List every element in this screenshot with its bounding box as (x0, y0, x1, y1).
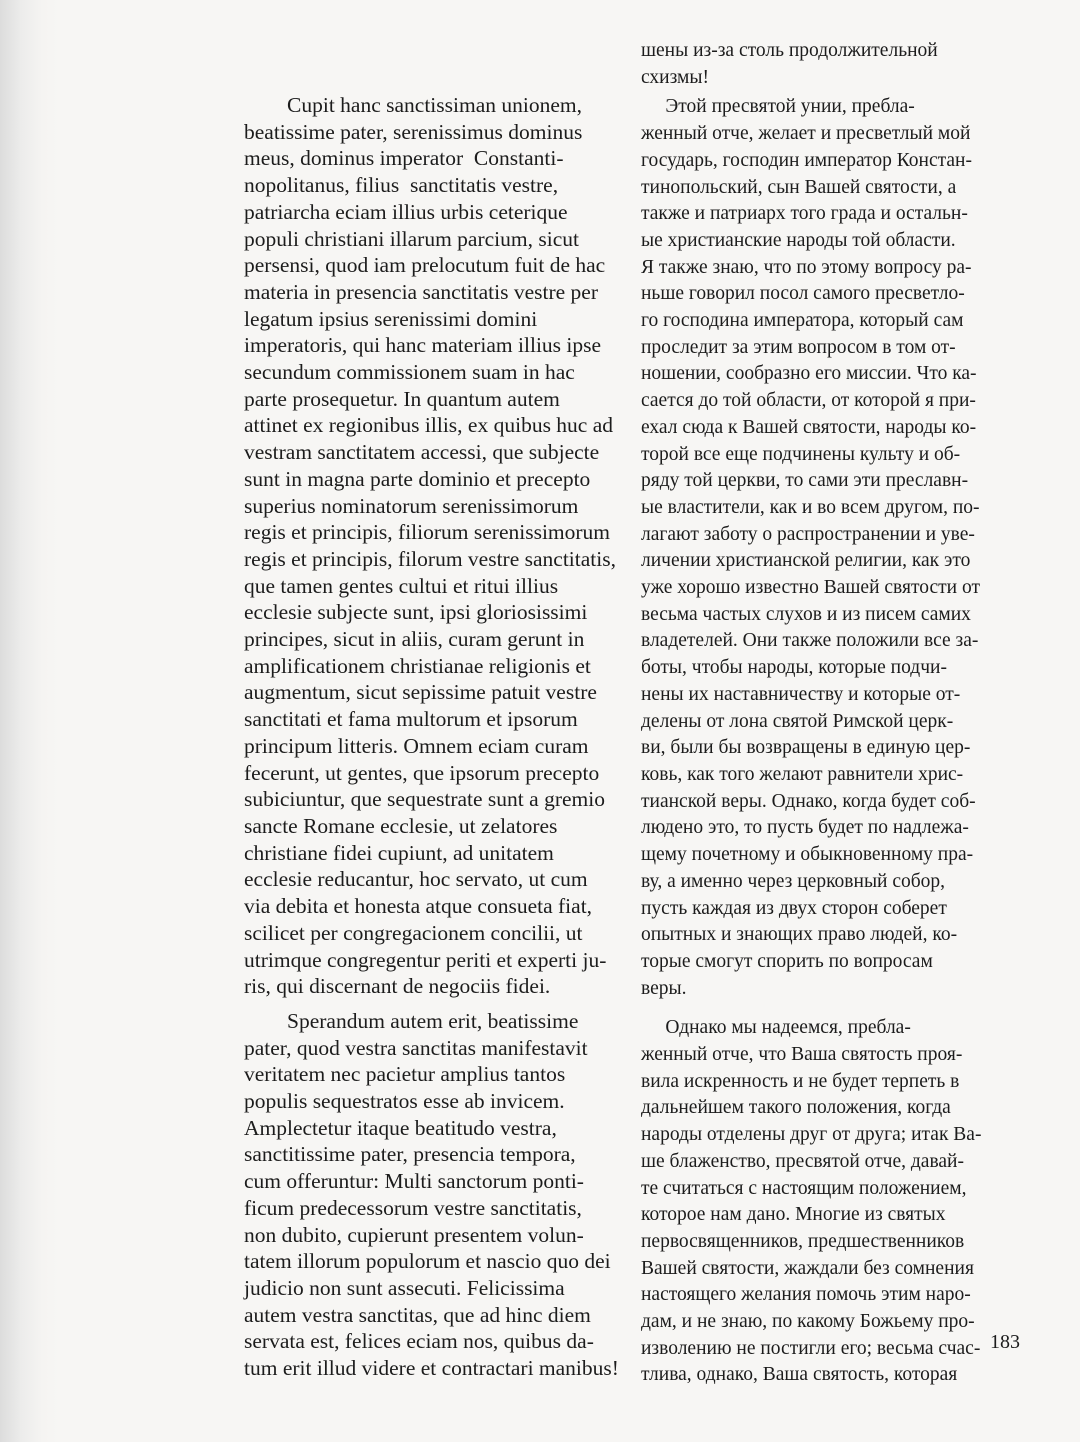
latin-paragraph-1: Cupit hanc sanctissiman unionem, beatissime pater, serenissimus dominus meus, dominus imperator Constanti- nopolitanus, filius sanctitatis vestre, patriarcha eciam illius urbis ceterique populi christiani illarum parcium, sicut persensi, quod iam prelocutum fuit de hac materia in presencia sanctitatis vestre per legatum ipsius serenissimi domini imperatoris, qui hanc materiam illius ipse secundum commissionem suam in hac parte prosequetur. In quantum autem attinet ex regionibus illis, ex quibus huc ad vestram sanctitatem accessi, que subjecte sunt in magna parte dominio et precepto superius nominatorum serenissimorum regis et principis, filiorum serenissimorum regis et principis, filorum vestre sanctitatis, que tamen gentes cultui et ritui illius ecclesie subjecte sunt, ipsi gloriosissimi principes, sicut in aliis, curam gerunt in amplificationem christianae religionis et augmentum, sicut sepissime patuit vestre sanctitati et fama multorum et ipsorum principum litteris. Omnem eciam curam fecerunt, ut gentes, que ipsorum precepto subiciuntur, que sequestrate sunt a gremio sancte Romane ecclesie, ut zelatores christiane fidei cupiunt, ad unitatem ecclesie reducantur, hoc servato, ut cum via debita et honesta atque consueta fiat, scilicet per congregacionem concilii, ut utrimque congregentur periti et experti ju- ris, qui discernant de negociis fidei. (244, 93, 616, 999)
latin-text-column (244, 92, 620, 1382)
russian-paragraph-1: Этой пресвятой унии, пребла- женный отче, желает и пресветлый мой государь, господин император Констан- тинопольский, сын Вашей святости, а также и патриарх того града и остальн- ые христианские народы той области. Я также знаю, что по этому вопросу ра- ньше говорил посол самого пресветло- го господина императора, который сам проследит за этим вопросом в том от- ношении, сообразно его миссии. Что ка- сается до той области, от которой я при- ехал сюда к Вашей святости, народы ко- торой все еще подчинены культу и об- ряду той церкви, то сами эти преславн- ые властители, как и во всем другом, по- лагают заботу о распространении и уве- личении христианской религии, как это уже хорошо известно Вашей святости от весьма частых слухов и из писем самих владетелей. Они также положили все за- боты, чтобы народы, которые подчи- нены их наставничеству и которые от- делены от лона святой Римской церк- ви, были бы возвращены в единую цер- ковь, как того желают равнители хрис- тианской веры. Однако, когда будет соб- людено это, то пусть будет по надлежа- щему почетному и обыкновенному пра- ву, а именно через церковный собор, пусть каждая из двух сторон соберет опытных и знающих право людей, ко- торые смогут спорить по вопросам веры. (641, 96, 980, 999)
russian-paragraph-continued: шены из-за столь продолжительной схизмы! (641, 40, 938, 88)
page-number: 183 (990, 1331, 1020, 1353)
russian-text-column (641, 38, 1025, 1389)
page-binding-shadow (0, 0, 60, 1442)
russian-paragraph-2: Однако мы надеемся, пребла- женный отче, что Ваша святость проя- вила искренность и не будет терпеть в дальнейшем такого положения, когда народы отделены друг от друга; итак Ва- ше блаженство, пресвятой отче, давай- те считаться с настоящим положением, которое нам дано. Многие из святых первосвященников, предшественников Вашей святости, жаждали без сомнения настоящего желания помочь этим наро- дам, и не знаю, по какому Божьему про- изволению не постигли его; весьма счас- тлива, однако, Ваша святость, которая (641, 1017, 982, 1386)
latin-paragraph-2: Sperandum autem erit, beatissime pater, quod vestra sanctitas manifestavit veritatem nec pacietur amplius tantos populis sequestratos esse ab invicem. Amplectetur itaque beatitudo vestra, sanctitissime pater, presencia tempora, cum offeruntur: Multi sanctorum ponti- ficum predecessorum vestre sanctitatis, non dubito, cupierunt presentem volun- tatem illorum populorum et nascio quo dei judicio non sunt assecuti. Felicissima autem vestra sanctitas, que ad hinc diem servata est, felices eciam nos, quibus da- tum erit illud videre et contractari manibus! (244, 1008, 619, 1381)
